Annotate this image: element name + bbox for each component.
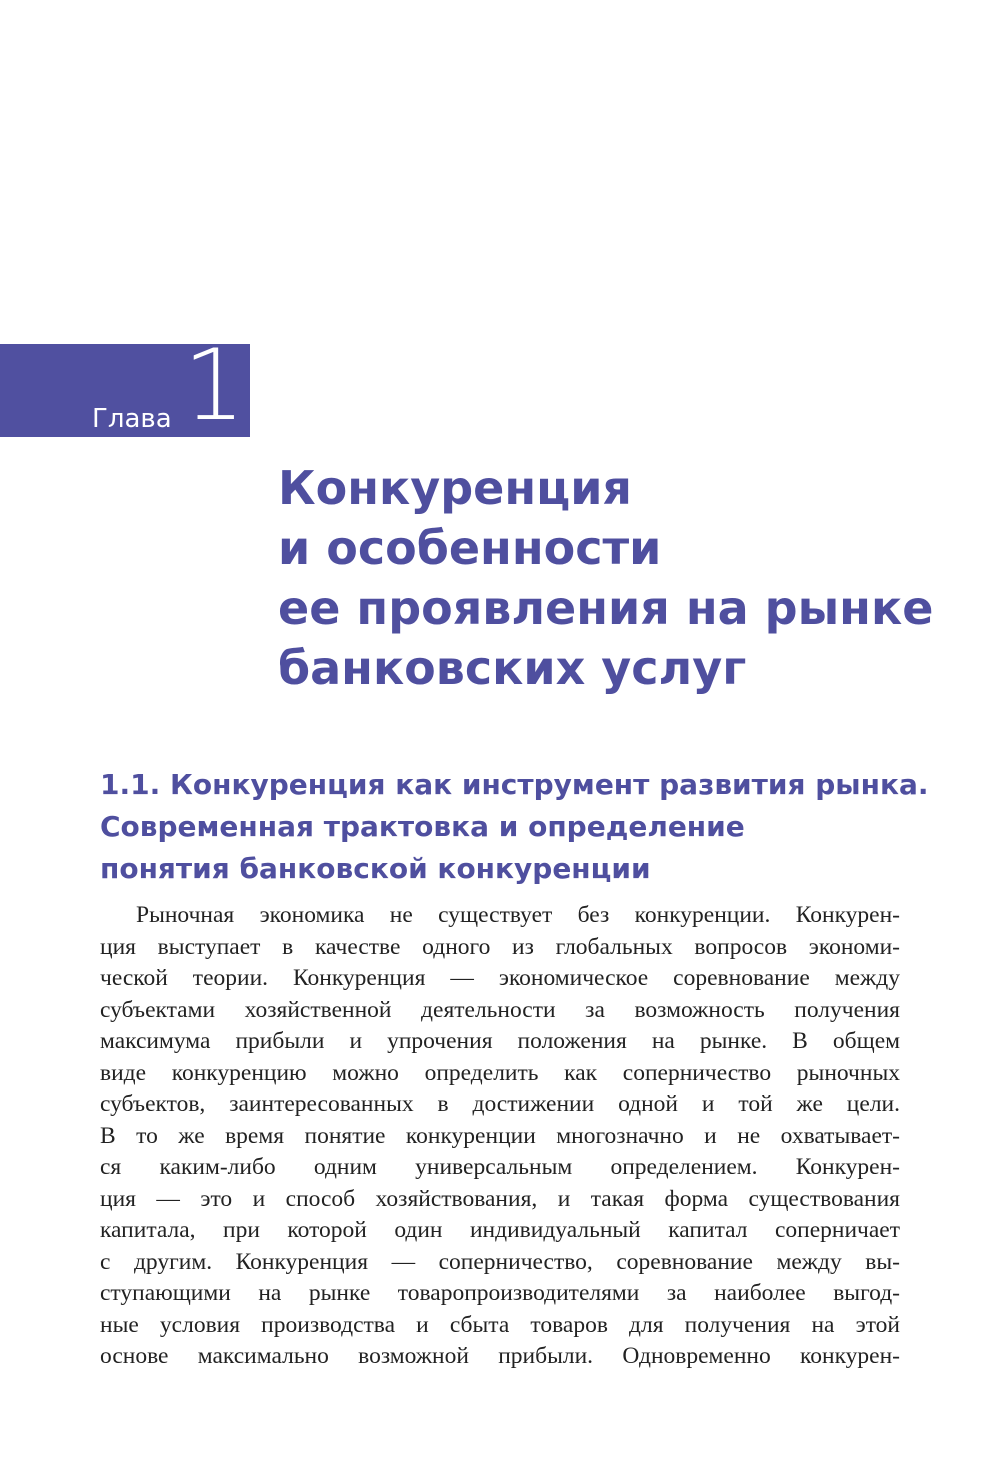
body-line: ция — это и способ хозяйствования, и такая форма существования	[100, 1185, 900, 1212]
title-line: ее проявления на рынке	[278, 581, 934, 635]
chapter-number: 1	[183, 329, 246, 443]
section-line: Современная трактовка и определение	[100, 810, 745, 843]
body-line: основе максимально возможной прибыли. Одновременно конкурен-	[100, 1343, 900, 1369]
body-line: ческой теории. Конкуренция — экономическое соревнование между	[100, 965, 900, 991]
body-line: с другим. Конкуренция — соперничество, соревнование между вы-	[100, 1248, 900, 1275]
body-paragraph	[100, 900, 900, 1373]
title-line: Конкуренция	[278, 461, 632, 515]
chapter-label: Глава	[92, 404, 172, 434]
body-line: капитала, при которой один индивидуальный капитал соперничает	[100, 1217, 900, 1243]
body-line: субъектов, заинтересованных в достижении одной и той же цели.	[100, 1091, 900, 1117]
body-line: ные условия производства и сбыта товаров для получения на этой	[100, 1311, 900, 1338]
body-line: В то же время понятие конкуренции многозначно и не охватывает-	[100, 1122, 900, 1149]
body-line: ция выступает в качестве одного из глобальных вопросов экономи-	[100, 933, 900, 960]
body-line: ступающими на рынке товаропроизводителями за наиболее выгод-	[100, 1280, 900, 1306]
title-line: и особенности	[278, 521, 662, 575]
body-line: максимума прибыли и упрочения положения на рынке. В общем	[100, 1028, 900, 1054]
section-heading	[100, 764, 929, 890]
title-line: банковских услуг	[278, 641, 747, 695]
body-line: ся каким-либо одним универсальным определением. Конкурен-	[100, 1154, 900, 1180]
section-line: понятия банковской конкуренции	[100, 852, 651, 885]
section-line: 1.1. Конкуренция как инструмент развития рынка.	[100, 768, 929, 801]
chapter-title	[278, 458, 933, 698]
body-line: субъектами хозяйственной деятельности за возможность получения	[100, 996, 900, 1023]
body-line: Рыночная экономика не существует без конкуренции. Конкурен-	[136, 902, 900, 928]
body-line: виде конкуренцию можно определить как соперничество рыночных	[100, 1059, 900, 1086]
